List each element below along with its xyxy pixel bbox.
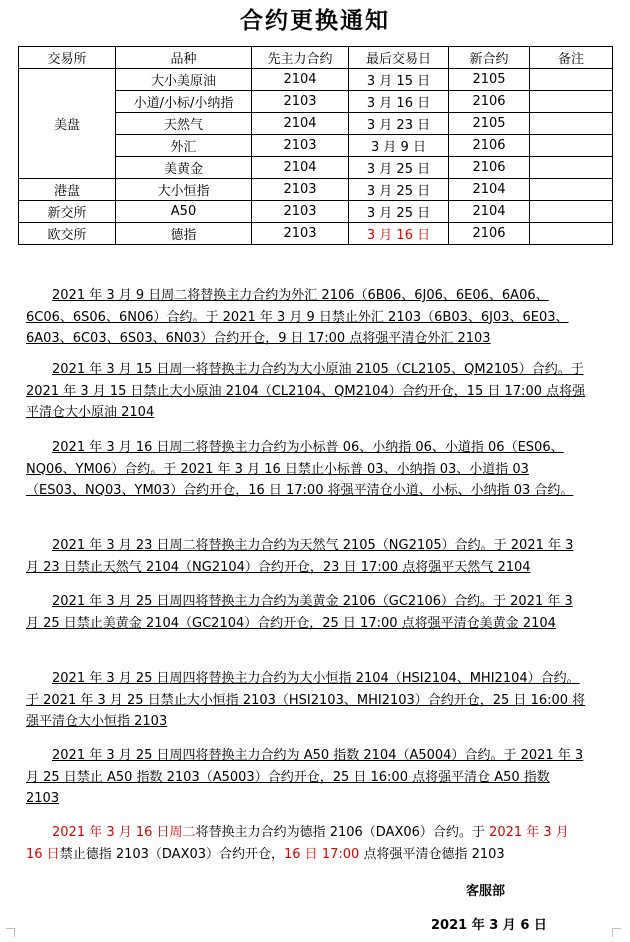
notice-text: 2021 年 3 月 9 日周二将替换主力合约为外汇 2106（6B06、6J06、6E06、6A06、6C06、6S06、6N06）合约。于 2021 年 3 月 9 日禁止外汇 2103（6B03、6J03、6E03、6A03、6C03、6S03、6N03）合约开仓，9 日 17:00 点将强平清仓外汇 2103 (26, 288, 569, 346)
product-cell: 美黄金 (116, 157, 252, 179)
highlight-date: 2021 年 3 月 16 日 (26, 825, 569, 862)
last-day-cell: 3 月 16 日 (349, 91, 449, 113)
last-day-cell-highlight: 3 月 16 日 (349, 223, 449, 245)
highlight-date: 2021 年 3 月 16 日周二 (52, 825, 196, 840)
note-cell (530, 113, 613, 135)
new-contract-cell: 2105 (449, 69, 530, 91)
table-row (19, 69, 613, 91)
last-day-cell: 3 月 15 日 (349, 69, 449, 91)
note-cell (530, 179, 613, 201)
notice-paragraph (26, 285, 586, 350)
notice-text: 禁止德指 2103（DAX03）合约开仓， (59, 846, 285, 862)
product-cell: A50 (116, 201, 252, 223)
header-cell: 备注 (530, 47, 613, 69)
notice-paragraph (26, 535, 586, 578)
new-contract-cell: 2104 (449, 179, 530, 201)
old-contract-cell: 2103 (252, 201, 349, 223)
notice-text: 点将强平清仓德指 2103 (359, 846, 505, 862)
old-contract-cell: 2103 (252, 223, 349, 245)
product-cell: 天然气 (116, 113, 252, 135)
notice-paragraph (26, 437, 586, 502)
notice-text: 2021 年 3 月 25 日周四将替换主力合约为大小恒指 2104（HSI2104、MHI2104）合约。于 2021 年 3 月 25 日禁止大小恒指 2103（HSI2103、MHI2103）合约开仓，25 日 16:00 将强平清仓大小恒指 2103 (26, 671, 586, 729)
note-cell (530, 91, 613, 113)
notice-title: 合约更换通知 (240, 8, 390, 34)
notice-paragraph (26, 668, 586, 733)
old-contract-cell: 2104 (252, 157, 349, 179)
notice-text: 将替换主力合约为德指 2106（DAX06）合约。于 (195, 825, 490, 840)
old-contract-cell: 2104 (252, 69, 349, 91)
note-cell (530, 69, 613, 91)
header-cell: 最后交易日 (349, 47, 449, 69)
table-row (19, 179, 613, 201)
notice-paragraph (26, 359, 586, 424)
product-cell: 小道/小标/小纳指 (116, 91, 252, 113)
exchange-cell: 港盘 (19, 179, 116, 201)
header-cell: 品种 (116, 47, 252, 69)
new-contract-cell: 2106 (449, 91, 530, 113)
last-day-cell: 3 月 25 日 (349, 201, 449, 223)
table-header-row (19, 47, 613, 69)
notice-paragraph (26, 745, 586, 810)
contract-table (18, 46, 613, 245)
notice-text: 2021 年 3 月 25 日周四将替换主力合约为美黄金 2106（GC2106）合约。于 2021 年 3 月 25 日禁止美黄金 2104（GC2104）合约开仓，25 日 17:00 点将强平清仓美黄金 2104 (26, 594, 573, 631)
notice-text: 2021 年 3 月 16 日周二将替换主力合约为小标普 06、小纳指 06、小道指 06（ES06、NQ06、YM06）合约。于 2021 年 3 月 16 日禁止小标普 03、小纳指 03、小道指 03（ES03、NQ03、YM03）合约开仓，16 日 17:00 将强平清仓小道、小标、小纳指 03 合约。 (26, 440, 574, 498)
last-day-cell: 3 月 9 日 (349, 135, 449, 157)
header-cell: 新合约 (449, 47, 530, 69)
last-day-cell: 3 月 23 日 (349, 113, 449, 135)
notice-text: 2021 年 3 月 25 日周四将替换主力合约为 A50 指数 2104（A5004）合约。于 2021 年 3 月 25 日禁止 A50 指数 2103（A5003）合约开仓，25 日 16:00 点将强平清仓 A50 指数 2103 (26, 748, 584, 806)
last-day-cell: 3 月 25 日 (349, 179, 449, 201)
product-cell: 大小恒指 (116, 179, 252, 201)
product-cell: 外汇 (116, 135, 252, 157)
notice-paragraph-last (26, 822, 586, 865)
product-cell: 德指 (116, 223, 252, 245)
exchange-cell: 美盘 (19, 69, 116, 179)
header-cell: 先主力合约 (252, 47, 349, 69)
old-contract-cell: 2103 (252, 91, 349, 113)
notice-paragraph (26, 591, 586, 634)
header-cell: 交易所 (19, 47, 116, 69)
table-row (19, 201, 613, 223)
crop-mark (612, 928, 621, 937)
note-cell (530, 135, 613, 157)
signature: 客服部 (466, 884, 506, 899)
new-contract-cell: 2106 (449, 157, 530, 179)
note-cell (530, 223, 613, 245)
note-cell (530, 201, 613, 223)
exchange-cell: 欧交所 (19, 223, 116, 245)
crop-mark (6, 928, 15, 937)
old-contract-cell: 2103 (252, 179, 349, 201)
new-contract-cell: 2105 (449, 113, 530, 135)
new-contract-cell: 2106 (449, 223, 530, 245)
old-contract-cell: 2104 (252, 113, 349, 135)
new-contract-cell: 2106 (449, 135, 530, 157)
new-contract-cell: 2104 (449, 201, 530, 223)
last-day-cell: 3 月 25 日 (349, 157, 449, 179)
note-cell (530, 157, 613, 179)
notice-text: 2021 年 3 月 23 日周二将替换主力合约为天然气 2105（NG2105）合约。于 2021 年 3 月 23 日禁止天然气 2104（NG2104）合约开仓，23 日 17:00 点将强平天然气 2104 (26, 538, 574, 575)
notice-text: 2021 年 3 月 15 日周一将替换主力合约为大小原油 2105（CL2105、QM2105）合约。于 2021 年 3 月 15 日禁止大小原油 2104（CL2104、QM2104）合约开仓，15 日 17:00 点将强平清仓大小原油 2104 (26, 362, 586, 420)
product-cell: 大小美原油 (116, 69, 252, 91)
exchange-cell: 新交所 (19, 201, 116, 223)
highlight-time: 16 日 17:00 (284, 846, 360, 862)
old-contract-cell: 2103 (252, 135, 349, 157)
table-row (19, 223, 613, 245)
notice-date: 2021 年 3 月 6 日 (431, 918, 547, 933)
